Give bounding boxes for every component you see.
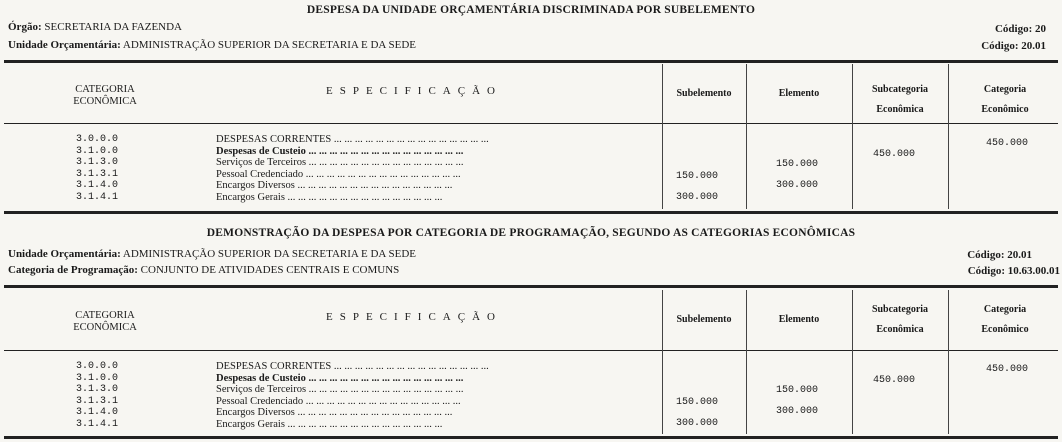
col-categoria-l1: CATEGORIA [75,84,135,95]
code-cell: 3.1.3.0 [76,157,119,169]
section1-codigo-1: Código: 20 [994,23,1046,35]
sep [662,290,663,434]
code-cell: 3.1.4.1 [76,418,119,430]
subelemento-value-2: 300.000 [676,418,719,429]
elemento-value-1: 150.000 [776,159,819,170]
col-categoria [948,300,1062,340]
spec-cell: DESPESAS CORRENTES ... ... ... ... ... ... ... ... ... ... ... ... ... ... ... [216,134,489,145]
code-cell: 3.1.4.1 [76,191,119,203]
col-especificacao: ESPECIFICAÇÃO [326,85,502,97]
unidade-value: ADMINISTRAÇÃO SUPERIOR DA SECRETARIA E DA SEDE [122,248,416,260]
col-cat-l1: Categoria [983,304,1027,315]
categoria-value: CONJUNTO DE ATIVIDADES CENTRAIS E COMUNS [140,264,400,276]
section2-title: DEMONSTRAÇÃO DA DESPESA POR CATEGORIA DE PROGRAMAÇÃO, SEGUNDO AS CATEGORIAS ECONÔMICAS [206,227,856,239]
spec-cell: Encargos Gerais ... ... ... ... ... ... ... ... ... ... ... ... ... ... ... [216,418,443,430]
code-cell: 3.0.0.0 [76,361,119,372]
col-subelemento: Subelemento [676,314,732,325]
subcategoria-value: 450.000 [873,149,916,160]
section2-bottom-rule [4,436,1058,439]
categoria-value: 450.000 [986,364,1029,375]
section1-head-rule [4,123,1058,124]
elemento-value-2: 300.000 [776,180,819,191]
code-cell: 3.1.4.0 [76,407,119,419]
spec-cell: Pessoal Credenciado ... ... ... ... ... ... ... ... ... ... ... ... ... ... ... [216,395,461,407]
section1-title: DESPESA DA UNIDADE ORÇAMENTÁRIA DISCRIMINADA POR SUBELEMENTO [306,4,756,16]
code-cell: 3.1.0.0 [76,372,119,384]
section1-bottom-rule [4,211,1058,214]
spec-cell: Despesas de Custeio ... ... ... ... ... ... ... ... ... ... ... ... ... ... ... [216,372,464,384]
spec-cell: Encargos Diversos ... ... ... ... ... ... ... ... ... ... ... ... ... ... ... [216,407,453,419]
col-subelemento: Subelemento [676,88,732,99]
section2-categoria-programacao [8,264,399,276]
col-subcat-l2: Econômica [876,104,924,115]
code-cell: 3.0.0.0 [76,134,119,145]
spec-cell: Encargos Diversos ... ... ... ... ... ... ... ... ... ... ... ... ... ... ... [216,180,453,192]
section2-specs [216,361,656,431]
col-categoria-economica [30,84,180,108]
section1-orgao [8,21,182,33]
section1-specs [216,134,656,204]
col-categoria-l2: ECONÔMICA [73,96,137,107]
col-especificacao: ESPECIFICAÇÃO [326,311,502,323]
unidade-label: Unidade Orçamentária: [8,248,121,260]
spec-cell: Pessoal Credenciado ... ... ... ... ... ... ... ... ... ... ... ... ... ... ... [216,168,461,180]
section2-head-rule [4,350,1058,351]
section2-codigo-1: Código: 20.01 [967,249,1032,261]
section1-codigo-2: Código: 20.01 [981,40,1046,52]
categoria-value: 450.000 [986,138,1029,149]
section2-top-rule [4,285,1058,288]
col-elemento: Elemento [778,314,820,325]
subelemento-value-2: 300.000 [676,192,719,203]
col-categoria-l2: ECONÔMICA [73,322,137,333]
section1-top-rule [4,60,1058,63]
section1-codes [76,134,118,204]
categoria-label: Categoria de Programação: [8,264,138,276]
col-cat-l2: Econômico [981,324,1029,335]
spec-cell: DESPESAS CORRENTES ... ... ... ... ... ... ... ... ... ... ... ... ... ... ... [216,361,489,372]
unidade-value: ADMINISTRAÇÃO SUPERIOR DA SECRETARIA E DA SEDE [122,39,416,51]
sep [746,64,747,209]
subelemento-value-1: 150.000 [676,397,719,408]
code-cell: 3.1.0.0 [76,145,119,157]
section1-unidade [8,39,416,51]
col-cat-l1: Categoria [983,84,1027,95]
unidade-label: Unidade Orçamentária: [8,39,121,51]
code-cell: 3.1.3.0 [76,384,119,396]
col-categoria-l1: CATEGORIA [75,310,135,321]
elemento-value-1: 150.000 [776,385,819,396]
spec-cell: Serviços de Terceiros ... ... ... ... ... ... ... ... ... ... ... ... ... ... ... [216,384,464,396]
elemento-value-2: 300.000 [776,406,819,417]
subcategoria-value: 450.000 [873,375,916,386]
section2-codigo-2: Código: 10.63.00.01 [967,265,1060,277]
col-subcat-l1: Subcategoria [871,84,929,95]
col-categoria-economica [30,310,180,334]
code-cell: 3.1.4.0 [76,180,119,192]
sep [746,290,747,434]
sep [662,64,663,209]
col-categoria [948,80,1062,120]
section2-codes [76,361,118,431]
col-elemento: Elemento [778,88,820,99]
orgao-value: SECRETARIA DA FAZENDA [44,21,183,33]
subelemento-value-1: 150.000 [676,171,719,182]
code-cell: 3.1.3.1 [76,395,119,407]
col-cat-l2: Econômico [981,104,1029,115]
col-subcategoria [852,300,948,340]
col-subcat-l2: Econômica [876,324,924,335]
spec-cell: Serviços de Terceiros ... ... ... ... ... ... ... ... ... ... ... ... ... ... ... [216,157,464,169]
code-cell: 3.1.3.1 [76,168,119,180]
col-subcategoria [852,80,948,120]
col-subcat-l1: Subcategoria [871,304,929,315]
orgao-label: Órgão: [8,21,42,33]
section2-unidade [8,248,416,260]
spec-cell: Despesas de Custeio ... ... ... ... ... ... ... ... ... ... ... ... ... ... ... [216,145,464,157]
spec-cell: Encargos Gerais ... ... ... ... ... ... ... ... ... ... ... ... ... ... ... [216,191,443,203]
